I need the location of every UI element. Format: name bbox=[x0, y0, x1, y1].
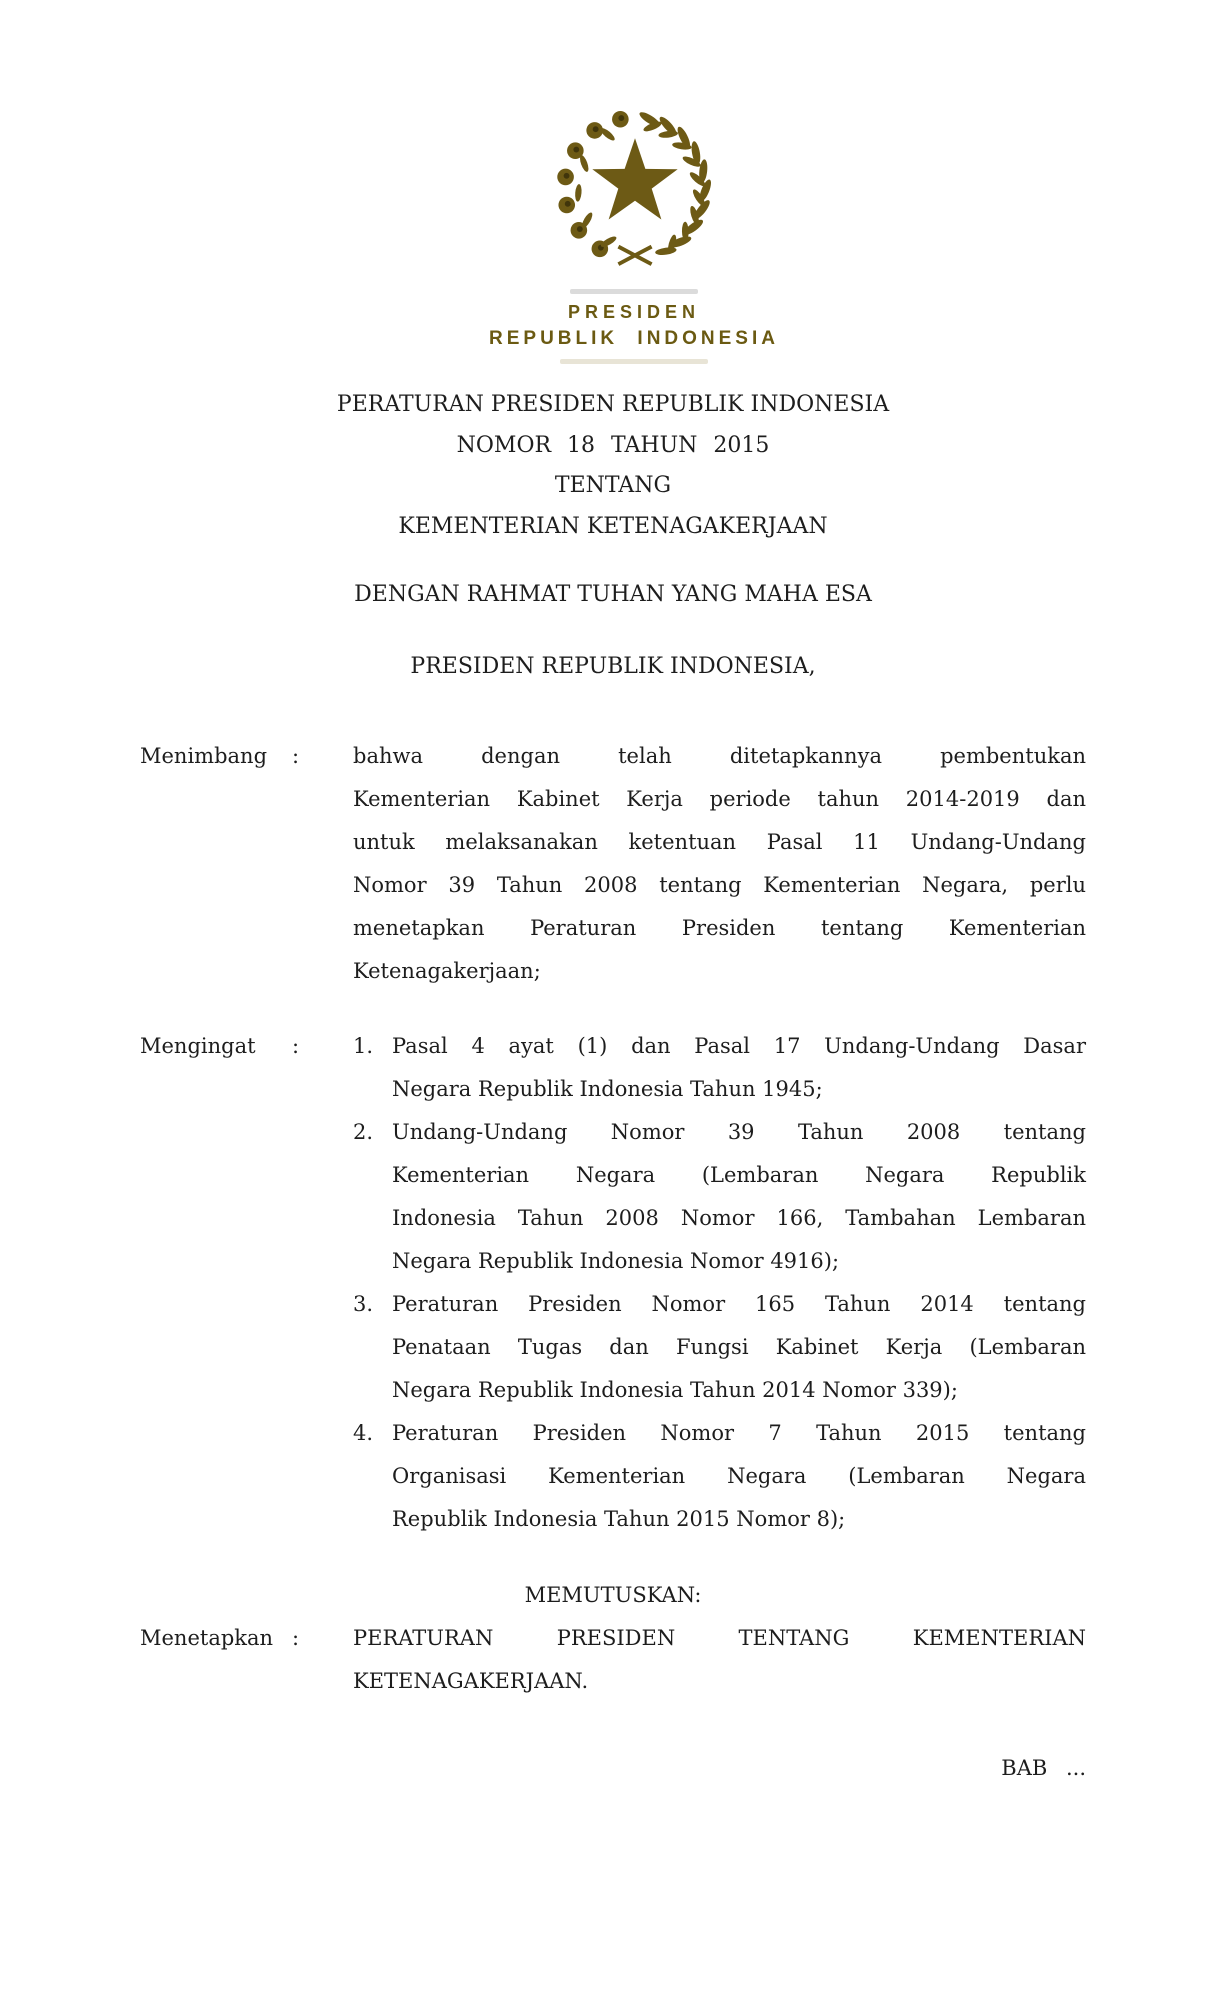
star-wreath-icon bbox=[552, 104, 718, 272]
list-item bbox=[353, 1111, 1086, 1283]
menetapkan-label: Menetapkan bbox=[140, 1626, 274, 1650]
scan-artifact-bar bbox=[560, 359, 708, 364]
list-item-number: 2. bbox=[353, 1120, 374, 1144]
paragraph-line: Kementerian Kabinet Kerja periode tahun 2014-2019 dan bbox=[353, 787, 1086, 811]
mengingat-list bbox=[353, 1025, 1086, 1541]
mengingat-colon: : bbox=[292, 1034, 300, 1058]
paragraph-line: Undang-Undang Nomor 39 Tahun 2008 tentang bbox=[392, 1120, 1086, 1144]
menetapkan-colon: : bbox=[292, 1626, 300, 1650]
regulation-title: PERATURAN PRESIDEN REPUBLIK INDONESIA bbox=[336, 392, 890, 417]
paragraph-line: Pasal 4 ayat (1) dan Pasal 17 Undang-Undang Dasar bbox=[392, 1034, 1086, 1058]
mengingat-label: Mengingat bbox=[140, 1034, 256, 1058]
list-item bbox=[353, 1412, 1086, 1541]
presidential-emblem bbox=[552, 104, 718, 272]
paragraph-line: Indonesia Tahun 2008 Nomor 166, Tambahan Lembaran bbox=[392, 1206, 1086, 1230]
invocation-line: DENGAN RAHMAT TUHAN YANG MAHA ESA bbox=[354, 582, 872, 607]
paragraph-line: Republik Indonesia Tahun 2015 Nomor 8); bbox=[392, 1507, 846, 1531]
paragraph-line: Negara Republik Indonesia Tahun 1945; bbox=[392, 1077, 823, 1101]
letterhead-republik-indonesia: REPUBLIK INDONESIA bbox=[489, 328, 779, 349]
letterhead-presiden: PRESIDEN bbox=[567, 302, 701, 322]
memutuskan-heading: MEMUTUSKAN: bbox=[524, 1583, 702, 1607]
paragraph-line: untuk melaksanakan ketentuan Pasal 11 Undang-Undang bbox=[353, 830, 1086, 854]
menimbang-label: Menimbang bbox=[140, 744, 268, 768]
list-item bbox=[353, 1025, 1086, 1111]
scan-artifact-bar bbox=[570, 289, 698, 294]
paragraph-line: Ketenagakerjaan; bbox=[353, 959, 541, 983]
paragraph-line: Nomor 39 Tahun 2008 tentang Kementerian Negara, perlu bbox=[353, 873, 1086, 897]
regulation-number: NOMOR 18 TAHUN 2015 bbox=[456, 433, 770, 458]
paragraph-line: bahwa dengan telah ditetapkannya pembentukan bbox=[353, 744, 1086, 768]
menetapkan-paragraph bbox=[353, 1617, 1086, 1703]
list-item-number: 4. bbox=[353, 1421, 374, 1445]
list-item-number: 3. bbox=[353, 1292, 374, 1316]
menimbang-colon: : bbox=[292, 744, 300, 768]
tentang-label: TENTANG bbox=[554, 473, 672, 498]
paragraph-line: Negara Republik Indonesia Nomor 4916); bbox=[392, 1249, 840, 1273]
paragraph-line: menetapkan Peraturan Presiden tentang Kementerian bbox=[353, 916, 1086, 940]
paragraph-line: Penataan Tugas dan Fungsi Kabinet Kerja (Lembaran bbox=[392, 1335, 1086, 1359]
issuing-authority-line: PRESIDEN REPUBLIK INDONESIA, bbox=[410, 654, 816, 679]
paragraph-line: Kementerian Negara (Lembaran Negara Republik bbox=[392, 1163, 1086, 1187]
paragraph-line: Organisasi Kementerian Negara (Lembaran Negara bbox=[392, 1464, 1086, 1488]
paragraph-line: PERATURAN PRESIDEN TENTANG KEMENTERIAN bbox=[353, 1626, 1086, 1650]
paragraph-line: Negara Republik Indonesia Tahun 2014 Nomor 339); bbox=[392, 1378, 958, 1402]
paragraph-line: KETENAGAKERJAAN. bbox=[353, 1669, 589, 1693]
regulation-subject: KEMENTERIAN KETENAGAKERJAAN bbox=[398, 514, 828, 539]
list-item-number: 1. bbox=[353, 1034, 374, 1058]
paragraph-line: Peraturan Presiden Nomor 7 Tahun 2015 tentang bbox=[392, 1421, 1086, 1445]
catchword-bab: BAB ... bbox=[1001, 1756, 1086, 1780]
list-item bbox=[353, 1283, 1086, 1412]
paragraph-line: Peraturan Presiden Nomor 165 Tahun 2014 tentang bbox=[392, 1292, 1086, 1316]
menimbang-paragraph bbox=[353, 735, 1086, 993]
